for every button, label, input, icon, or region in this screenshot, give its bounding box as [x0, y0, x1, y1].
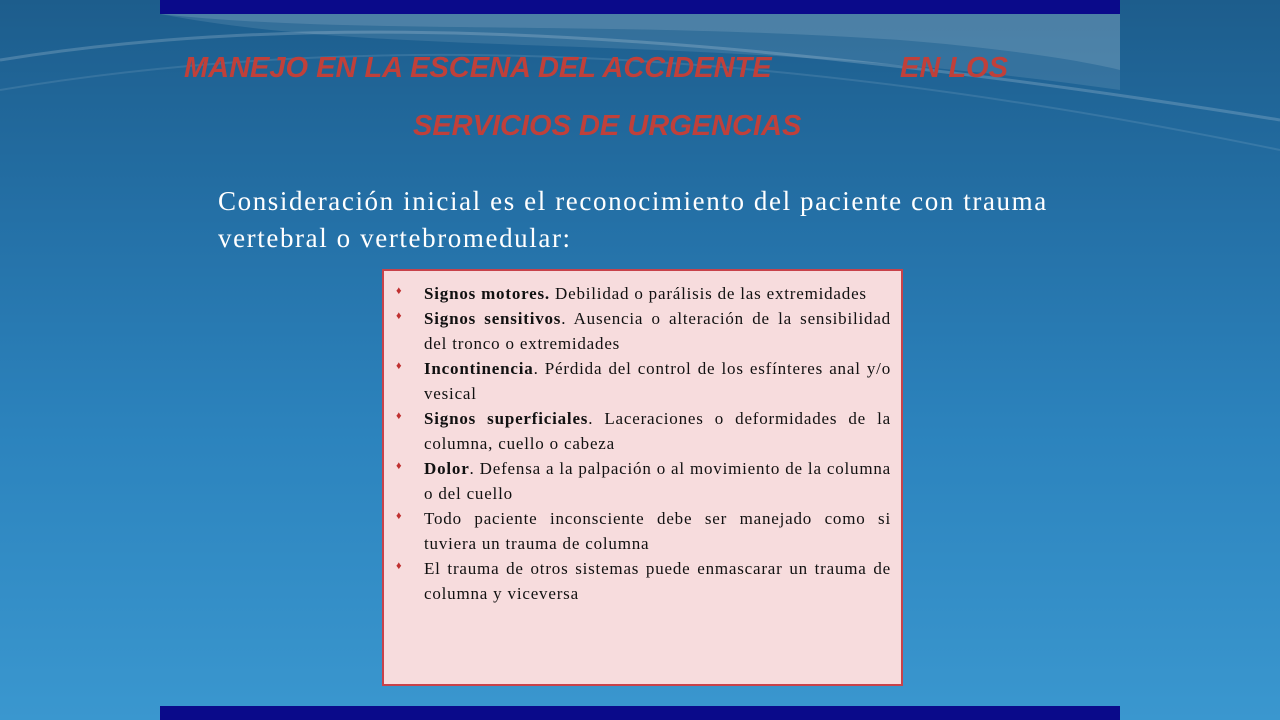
list-item [396, 306, 891, 356]
background-waves [0, 0, 1280, 200]
bottom-band [160, 706, 1120, 720]
bullet-icon: ♦ [396, 310, 403, 322]
bullet-icon: ♦ [396, 510, 403, 522]
title-line2: SERVICIOS DE URGENCIAS [413, 110, 802, 142]
item-term: Incontinencia [424, 359, 534, 378]
list-item [396, 281, 891, 306]
bullet-icon: ♦ [396, 410, 403, 422]
list-item [396, 406, 891, 456]
list-item [396, 356, 891, 406]
item-text: . Defensa a la palpación o al movimiento de la columna o del cuello [424, 459, 891, 503]
bullet-icon: ♦ [396, 560, 403, 572]
intro-text: Consideración inicial es el reconocimiento del paciente con trauma vertebral o vertebromedular: [218, 186, 1048, 253]
title-line1-right: EN LOS [900, 52, 1008, 84]
criteria-list [384, 271, 901, 606]
bullet-icon: ♦ [396, 360, 403, 372]
item-term: Signos superficiales [424, 409, 589, 428]
bullet-icon: ♦ [396, 460, 403, 472]
item-text: . Pérdida del control de los esfínteres anal y/o vesical [424, 359, 891, 403]
item-text: . Laceraciones o deformidades de la columna, cuello o cabeza [424, 409, 891, 453]
item-term: Signos sensitivos [424, 309, 562, 328]
item-text: El trauma de otros sistemas puede enmascarar un trauma de columna y viceversa [424, 559, 891, 603]
list-item [396, 456, 891, 506]
item-text: Todo paciente inconsciente debe ser manejado como si tuviera un trauma de columna [424, 509, 891, 553]
item-text: Debilidad o parálisis de las extremidades [549, 284, 867, 303]
title-line1-left: MANEJO EN LA ESCENA DEL ACCIDENTE [184, 52, 772, 84]
item-term: Dolor [424, 459, 470, 478]
list-item [396, 506, 891, 556]
item-text: . Ausencia o alteración de la sensibilidad del tronco o extremidades [424, 309, 891, 353]
criteria-panel [382, 269, 903, 686]
bullet-icon: ♦ [396, 285, 403, 297]
item-term: Signos motores. [424, 284, 550, 303]
list-item [396, 556, 891, 606]
